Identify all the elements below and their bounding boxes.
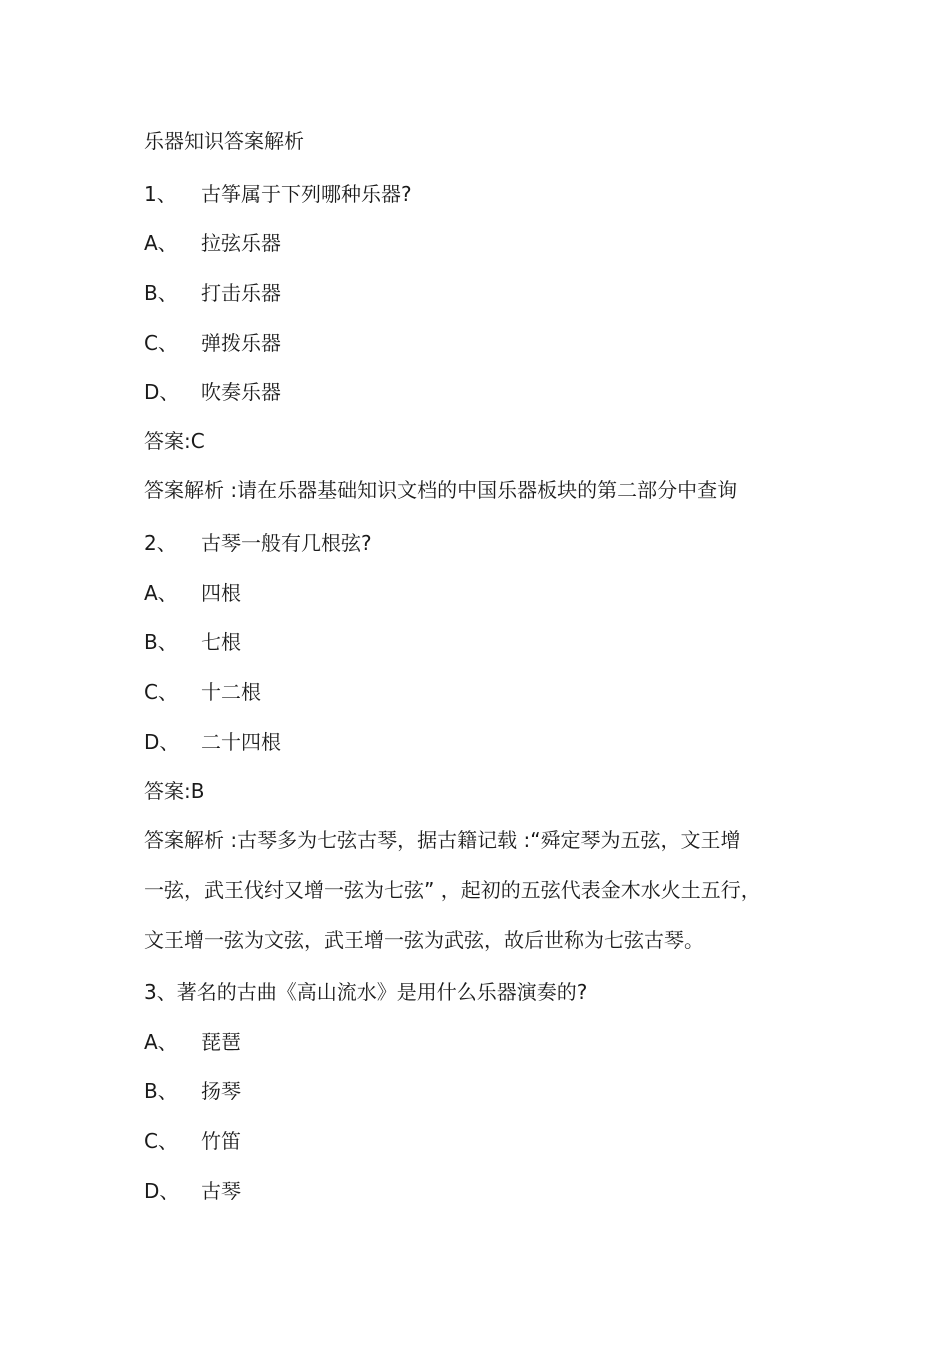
option-text: 扬琴 bbox=[201, 1079, 241, 1103]
option-text: 二十四根 bbox=[201, 730, 281, 754]
option-label: B、 bbox=[144, 1079, 178, 1103]
option-label: A、 bbox=[144, 1030, 178, 1054]
option-label: B、 bbox=[144, 281, 178, 305]
option-c bbox=[144, 679, 261, 705]
option-label: D、 bbox=[144, 1179, 180, 1203]
question-3: 3、著名的古曲《高山流水》是用什么乐器演奏的? bbox=[144, 980, 588, 1004]
option-a bbox=[144, 580, 241, 606]
option-label: A、 bbox=[144, 231, 178, 255]
option-text: 琵琶 bbox=[201, 1030, 241, 1054]
option-text: 拉弦乐器 bbox=[201, 231, 281, 255]
option-c bbox=[144, 330, 281, 356]
option-label: D、 bbox=[144, 730, 180, 754]
option-text: 弹拨乐器 bbox=[201, 331, 281, 355]
option-b bbox=[144, 280, 281, 306]
option-label: C、 bbox=[144, 331, 178, 355]
option-text: 七根 bbox=[201, 630, 241, 654]
question-1 bbox=[144, 181, 412, 207]
document-title: 乐器知识答案解析 bbox=[144, 129, 304, 153]
option-b bbox=[144, 1078, 241, 1104]
option-a bbox=[144, 1029, 241, 1055]
question-number: 1、 bbox=[144, 182, 177, 206]
option-d bbox=[144, 379, 281, 405]
option-label: D、 bbox=[144, 380, 180, 404]
option-label: B、 bbox=[144, 630, 178, 654]
answer-explanation: 答案解析 :请在乐器基础知识文档的中国乐器板块的第二部分中查询 bbox=[144, 478, 738, 502]
option-b bbox=[144, 629, 241, 655]
question-text: 古琴一般有几根弦? bbox=[201, 531, 372, 555]
question-2 bbox=[144, 530, 372, 556]
answer-explanation-line: 一弦，武王伐纣又增一弦为七弦” ，起初的五弦代表金木水火土五行， bbox=[144, 878, 761, 902]
answer-explanation-line: 文王增一弦为文弦，武王增一弦为武弦，故后世称为七弦古琴。 bbox=[144, 928, 704, 952]
option-text: 四根 bbox=[201, 581, 241, 605]
question-number: 2、 bbox=[144, 531, 177, 555]
option-label: A、 bbox=[144, 581, 178, 605]
option-d bbox=[144, 1178, 241, 1204]
answer: 答案:C bbox=[144, 429, 205, 453]
option-c bbox=[144, 1128, 241, 1154]
question-text: 古筝属于下列哪种乐器? bbox=[201, 182, 412, 206]
answer: 答案:B bbox=[144, 779, 205, 803]
option-a bbox=[144, 230, 281, 256]
option-label: C、 bbox=[144, 1129, 178, 1153]
option-text: 竹笛 bbox=[201, 1129, 241, 1153]
option-d bbox=[144, 729, 281, 755]
option-text: 古琴 bbox=[201, 1179, 241, 1203]
option-label: C、 bbox=[144, 680, 178, 704]
option-text: 吹奏乐器 bbox=[201, 380, 281, 404]
option-text: 十二根 bbox=[201, 680, 261, 704]
option-text: 打击乐器 bbox=[201, 281, 281, 305]
answer-explanation-line: 答案解析 :古琴多为七弦古琴，据古籍记载 :“舜定琴为五弦，文王增 bbox=[144, 828, 741, 852]
